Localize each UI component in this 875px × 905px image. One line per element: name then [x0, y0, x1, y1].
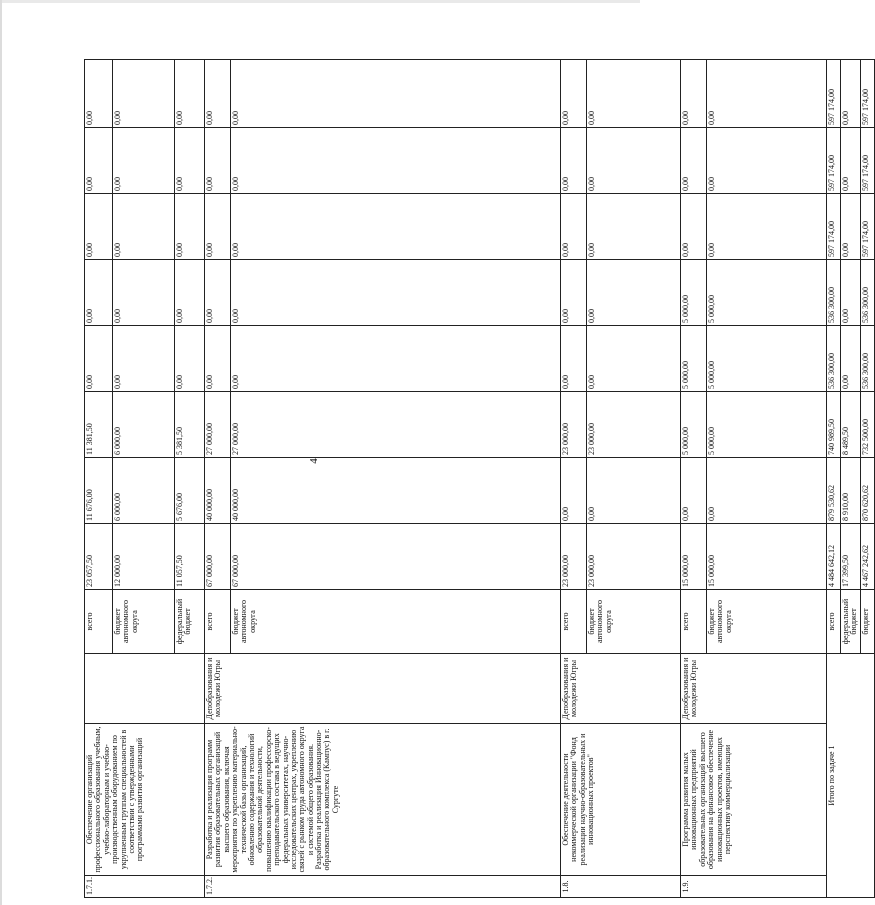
row-number: 1.8.: [561, 876, 681, 898]
funding-source: федеральный бюджет: [841, 590, 861, 654]
totals-label: Итого по задаче 1: [827, 654, 875, 898]
amount-cell: 0,00: [841, 194, 861, 260]
amount-cell: 17 399,50: [841, 524, 861, 590]
rotated-sheet: [84, 60, 870, 898]
amount-cell: 536 300,00: [827, 326, 841, 392]
amount-cell: 0,00: [85, 194, 113, 260]
amount-cell: 740 989,50: [827, 392, 841, 458]
amount-cell: 23 000,00: [587, 392, 681, 458]
amount-cell: 11 381,50: [85, 392, 113, 458]
amount-cell: 597 174,00: [827, 60, 841, 128]
funding-source: федеральный бюджет: [175, 590, 205, 654]
amount-cell: 0,00: [85, 326, 113, 392]
row-executor: [85, 654, 205, 724]
funding-source: всего: [85, 590, 113, 654]
amount-cell: 27 000,00: [231, 392, 561, 458]
funding-source: всего: [205, 590, 231, 654]
amount-cell: 0,00: [587, 194, 681, 260]
totals-row: [827, 60, 841, 898]
amount-cell: 0,00: [587, 128, 681, 194]
amount-cell: 0,00: [707, 194, 827, 260]
amount-cell: 0,00: [707, 128, 827, 194]
program-funding-table: [84, 59, 875, 898]
amount-cell: 23 000,00: [587, 524, 681, 590]
amount-cell: 0,00: [681, 194, 707, 260]
amount-cell: 0,00: [85, 128, 113, 194]
amount-cell: 0,00: [587, 458, 681, 524]
amount-cell: 4 484 642,12: [827, 524, 841, 590]
amount-cell: 8 489,50: [841, 392, 861, 458]
amount-cell: 0,00: [205, 128, 231, 194]
amount-cell: 23 057,50: [85, 524, 113, 590]
rotated-table-wrapper: [84, 60, 870, 898]
funding-source: всего: [561, 590, 587, 654]
amount-cell: 0,00: [85, 60, 113, 128]
amount-cell: 0,00: [113, 60, 175, 128]
amount-cell: 0,00: [707, 60, 827, 128]
amount-cell: 6 000,00: [113, 392, 175, 458]
amount-cell: 0,00: [175, 260, 205, 326]
amount-cell: 0,00: [113, 260, 175, 326]
row-name: Обеспечение организаций профессионального образования учебным, учебно-лабораторным и учебно-производственным оборудованием по укрупненным группам специальностей в соответствии с утвержденными программами развития организаций: [85, 724, 205, 876]
amount-cell: 536 300,00: [860, 260, 874, 326]
table-row: [681, 60, 707, 898]
amount-cell: 0,00: [561, 128, 587, 194]
amount-cell: 27 000,00: [205, 392, 231, 458]
amount-cell: 11 057,50: [175, 524, 205, 590]
amount-cell: 0,00: [205, 194, 231, 260]
row-number: 1.9.: [681, 876, 827, 898]
amount-cell: 5 000,00: [681, 326, 707, 392]
row-number: 1.7.2.: [205, 876, 561, 898]
amount-cell: 0,00: [707, 458, 827, 524]
row-executor: Депобразования и молодежи Югры: [205, 654, 561, 724]
amount-cell: 597 174,00: [827, 128, 841, 194]
amount-cell: 0,00: [175, 128, 205, 194]
amount-cell: 5 000,00: [681, 260, 707, 326]
row-name: Программа развития малых инновационных предприятий образовательных организаций высшего образования на финансовое обеспечение инновационных проектов, имеющих перспективу коммерциализации: [681, 724, 827, 876]
amount-cell: 5 000,00: [707, 326, 827, 392]
amount-cell: 0,00: [561, 458, 587, 524]
amount-cell: 40 000,00: [205, 458, 231, 524]
amount-cell: 0,00: [205, 260, 231, 326]
table-row: [85, 60, 113, 898]
amount-cell: 23 000,00: [561, 392, 587, 458]
amount-cell: 0,00: [231, 326, 561, 392]
amount-cell: 0,00: [113, 194, 175, 260]
funding-source: всего: [681, 590, 707, 654]
row-name: Обеспечение деятельности некоммерческой организации "Фонд реализации научно-образовательных и инновационных проектов": [561, 724, 681, 876]
amount-cell: 0,00: [205, 60, 231, 128]
amount-cell: 0,00: [561, 260, 587, 326]
amount-cell: 8 910,00: [841, 458, 861, 524]
amount-cell: 732 500,00: [860, 392, 874, 458]
page-number: 4: [308, 458, 320, 464]
amount-cell: 0,00: [205, 326, 231, 392]
funding-source: всего: [827, 590, 841, 654]
amount-cell: 4 467 242,62: [860, 524, 874, 590]
amount-cell: 0,00: [841, 128, 861, 194]
amount-cell: 0,00: [681, 128, 707, 194]
amount-cell: 15 000,00: [707, 524, 827, 590]
amount-cell: 23 000,00: [561, 524, 587, 590]
amount-cell: 597 174,00: [860, 128, 874, 194]
amount-cell: 67 000,00: [231, 524, 561, 590]
funding-source: бюджет автономного округа: [707, 590, 827, 654]
amount-cell: 0,00: [231, 194, 561, 260]
amount-cell: 67 000,00: [205, 524, 231, 590]
funding-source: бюджет: [860, 590, 874, 654]
amount-cell: 0,00: [841, 326, 861, 392]
amount-cell: 536 300,00: [827, 260, 841, 326]
funding-source: бюджет автономного округа: [231, 590, 561, 654]
amount-cell: 879 530,62: [827, 458, 841, 524]
amount-cell: 0,00: [231, 60, 561, 128]
funding-source: бюджет автономного округа: [587, 590, 681, 654]
amount-cell: 5 676,00: [175, 458, 205, 524]
scan-edge-top: [0, 0, 640, 3]
amount-cell: 11 676,00: [85, 458, 113, 524]
amount-cell: 15 000,00: [681, 524, 707, 590]
amount-cell: 0,00: [587, 326, 681, 392]
amount-cell: 597 174,00: [860, 194, 874, 260]
amount-cell: 5 000,00: [707, 392, 827, 458]
amount-cell: 0,00: [113, 128, 175, 194]
amount-cell: 5 381,50: [175, 392, 205, 458]
row-executor: Депобразования и молодежи Югры: [681, 654, 827, 724]
amount-cell: 5 000,00: [707, 260, 827, 326]
amount-cell: 0,00: [85, 260, 113, 326]
amount-cell: 0,00: [681, 60, 707, 128]
amount-cell: 6 000,00: [113, 458, 175, 524]
amount-cell: 0,00: [587, 60, 681, 128]
amount-cell: 0,00: [561, 60, 587, 128]
funding-source: бюджет автономного округа: [113, 590, 175, 654]
amount-cell: 40 000,00: [231, 458, 561, 524]
amount-cell: 0,00: [175, 60, 205, 128]
amount-cell: 0,00: [175, 326, 205, 392]
amount-cell: 0,00: [561, 194, 587, 260]
amount-cell: 597 174,00: [827, 194, 841, 260]
table-row: [561, 60, 587, 898]
amount-cell: 597 174,00: [860, 60, 874, 128]
row-name: Разработка и реализация программ развития образовательных организаций высшего образования, включая мероприятия по укреплению материально-технической базы организаций, обновлению содержания и технологий образовательной деятельности, повышению квалификации профессорско-преподавательского состава в ведущих федеральных университетах, научно-исследовательских центрах, укреплению связей с рынком труда автономного округа и системой общего образования. Разработка и реализация Инновационно-образовательного комплекса (Кампус) в г. Сургуте: [205, 724, 561, 876]
row-number: 1.7.1.: [85, 876, 205, 898]
table-row: [205, 60, 231, 898]
table-body: [85, 60, 875, 898]
amount-cell: 0,00: [587, 260, 681, 326]
amount-cell: 0,00: [681, 458, 707, 524]
amount-cell: 0,00: [113, 326, 175, 392]
amount-cell: 0,00: [175, 194, 205, 260]
amount-cell: 0,00: [231, 260, 561, 326]
amount-cell: 0,00: [841, 60, 861, 128]
amount-cell: 870 620,62: [860, 458, 874, 524]
amount-cell: 0,00: [561, 326, 587, 392]
amount-cell: 0,00: [841, 260, 861, 326]
amount-cell: 536 300,00: [860, 326, 874, 392]
amount-cell: 12 000,00: [113, 524, 175, 590]
amount-cell: 0,00: [231, 128, 561, 194]
row-executor: Депобразования и молодежи Югры: [561, 654, 681, 724]
scan-edge-left: [0, 0, 2, 905]
amount-cell: 5 000,00: [681, 392, 707, 458]
